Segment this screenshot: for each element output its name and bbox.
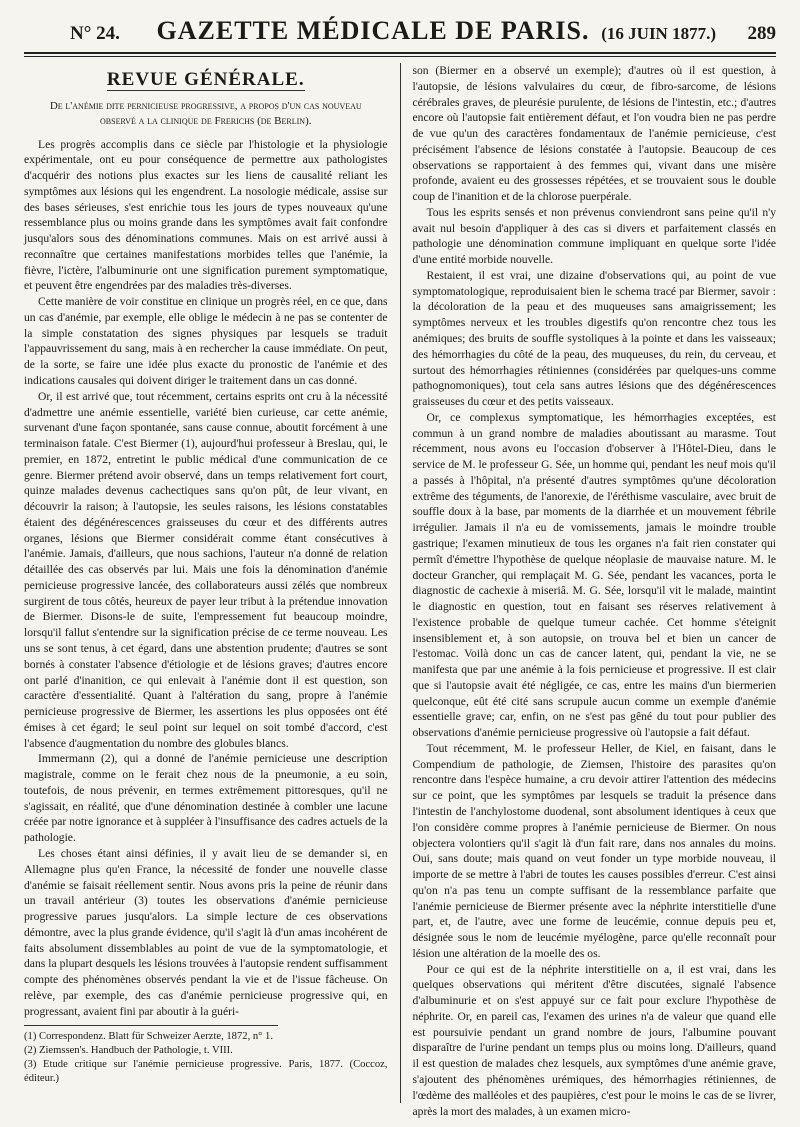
paragraph: son (Biermer en a observé un exemple); d'autres où il est question, à l'autopsie, de lésions valvulaires du cœur, de fibro-sarcome, de lésions cérébrales graves, de pleurésie purulente, de lésions de l'intestin, etc.; d'autres encore où l'autopsie fait entièrement défaut, et l'on voudra bien ne pas perdre de vue qu'un des caractères fondamentaux de l'anémie pernicieuse, c'est précisément l'absence de lésions constatée à l'autopsie. Beaucoup de ces observations se rapportaient à des femmes qui, vivant dans une misère profonde, avaient eu des grossesses répétées, et se trouvaient sous le double coup de l'inanition et de la chlorose puerpérale. (412, 64, 777, 204)
article-columns (24, 63, 777, 1118)
column-divider (400, 63, 401, 1103)
header-rule-thin (24, 56, 776, 57)
paragraph: Tout récemment, M. le professeur Heller, de Kiel, en faisant, dans le Compendium de pathologie, de Ziemsen, l'histoire des parasites qu'on rencontre dans l'espèce humaine, a cru devoir attirer l'attention des médecins sur ce point, que les symptômes par lesquels se traduit la présence dans l'intestin de l'anchylostome duodenal, sont absolument identiques à ceux que l'on considère comme propres à l'anémie pernicieuse de Biermer. On nous objectera volontiers qu'il s'agit là d'un fait rare, dans nos annales du moins. Oui, sans doute; mais quand on veut fonder un type morbide nouveau, il importe de se mettre à l'abri de toutes les causes possibles d'erreur. C'est ainsi qu'on n'a pas tenu un compte suffisant de la ressemblance parfaite que l'anémie pernicieuse de Biermer présente avec la néphrite interstitielle d'une part, et, de l'autre, avec une forme de leucémie, connue depuis peu et, désignée sous le nom de leucémie myélogène, parce qu'elle reconnaît pour lésion une altération de la moelle des os. (412, 741, 777, 960)
paragraph: Pour ce qui est de la néphrite interstitielle on a, il est vrai, dans les quelques observations qui méritent d'être discutées, signalé l'absence d'albuminurie et on s'est appuyé sur ce fait pour exclure l'hypothèse de néphrite. Or, en pareil cas, l'examen des urines n'a de valeur que quand elle est poursuivie pendant un grand nombre de jours, l'albumine pouvant disparaître de l'urine pendant un temps plus ou moins long. D'ailleurs, quand il est question de malades chez lesquels, aux symptômes d'une anémie grave, s'ajoutent des phénomènes urémiques, des hémorrhagies rétiniennes, de l'œdème des malléoles et des paupières, c'est pour le moins le cas de se livrer, après la mort des malades, à un examen micro- (412, 962, 777, 1118)
paragraph: Tous les esprits sensés et non prévenus conviendront sans peine qu'il n'y avait nul besoin d'appliquer à des cas si divers et parfaitement classés en pathologie une dénomination commune impliquant en quelque sorte l'idée d'une entité morbide nouvelle. (412, 205, 777, 267)
paragraph: Immermann (2), qui a donné de l'anémie pernicieuse une description magistrale, comme on le ferait chez nous de la pneumonie, a eu soin, toutefois, de nous prévenir, en termes extrêmement pittoresques, qu'il ne s'agissait, en réalité, que d'une dénomination destinée à combler une lacune créée par notre ignorance et à suppléer à l'insuffisance des cadres actuels de la pathologie. (24, 752, 388, 845)
footnote: (2) Ziemssen's. Handbuch der Pathologie, t. VIII. (24, 1045, 233, 1057)
paragraph: Restaient, il est vrai, une dizaine d'observations qui, au point de vue symptomatologique, reproduisaient bien le schema tracé par Biermer, savoir : la décoloration de la peau et des muqueuses sans amaigrissement; les symptômes nerveux et les troubles digestifs qu'on rencontre chez tous les anémiques; des bruits de souffle systoliques à la pointe et dans les vaisseaux; des hémorrhagies du côté de la peau, des muqueuses, du rein, du cerveau, et surtout des hémorrhagies rétiniennes (considérées par quelques-uns comme pathognomoniques), tout cela sans autres lésions que des dégénérescences graisseuses du cœur et des petits vaisseaux. (412, 268, 777, 409)
section-title: REVUE GÉNÉRALE. (106, 69, 305, 90)
page-header (24, 16, 776, 52)
paragraph: Les progrès accomplis dans ce siècle par l'histologie et la physiologie expérimentale, ont eu pour conséquence de permettre aux pathologistes d'acquérir des notions plus exactes sur les liens de causalité reliant les symptômes aux lésions qui les engendrent. La nosologie médicale, assise sur des bases sérieuses, s'est enrichie tous les jours de types nouveaux qu'une ressemblance plus ou moins grande dans les symptômes avait fait confondre jusqu'alors sous des dénominations communes. Mais on est arrivé aussi à reconnaître que certaines manifestations morbides telles que l'anémie, la fièvre, l'ictère, l'albuminurie ont une signification purement symptomatique, et peuvent être engendrées par des maladies très-diverses. (24, 137, 388, 293)
paragraph: Or, ce complexus symptomatique, les hémorrhagies exceptées, est commun à un grand nombre de maladies aboutissant au marasme. Tout récemment, nous avons eu l'occasion d'observer à l'Hôtel-Dieu, dans le service de M. le professeur G. Sée, un homme qui, pendant les neuf mois qu'il a passés à l'hôpital, n'a présenté d'autres symptômes qu'une décoloration extrême des téguments, de l'anorexie, de l'éréthisme vasculaire, avec bruit de souffle doux à la base, par moments de la diarrhée et un mouvement fébrile irrégulier. Jamais il n'a eu de vomissements, jamais le moindre trouble gastrique; l'examen minutieux de tous les organes n'a fait rien constater qui permît d'émettre l'hypothèse de quelque néoplasie de mauvaise nature. M. le docteur Grancher, qui remplaçait M. G. Sée, pendant les vacances, porta le diagnostic de cachexie à miseriâ. M. G. Sée, lorsqu'il vit le malade, maintint le diagnostic en question, tout en faisant ses réserves relativement à l'existence probable de quelque tumeur cachée. Cet homme s'éteignit insensiblement et, à son autopsie, on trouva bel et bien un cancer de l'estomac. Voilà donc un cas de cancer latent, qui, pendant la vie, ne se manifesta que par une anémie à la fois pernicieuse et progressive. Il est clair que si l'autopsie avait été négligée, ce cas, entre les mains d'un biermerien quelconque, eût été cité sans scrupule aucun comme un exemple d'anémie essentielle grave; car, enfin, on ne s'est pas gêné du tout pour publier des observations d'anémie pernicieuse progressive où l'autopsie a fait défaut. (412, 410, 777, 740)
footnote-rule (24, 1025, 278, 1026)
page-number: 289 (747, 23, 776, 44)
right-column (412, 63, 777, 1118)
paragraph: Or, il est arrivé que, tout récemment, certains esprits ont cru à la nécessité d'admettre une anémie essentielle, variété bien curieuse, car cette anémie, survenant d'une façon spontanée, sans cause connue, aboutit forcément à une terminaison fatale. C'est Biermer (1), aujourd'hui professeur à Breslau, qui, le premier, en 1872, entretint le public médical d'une communication de ce genre. Biermer prétend avoir observé, dans un temps relativement fort court, quinze malades devenus cachectiques sans qu'on pût, de leur vivant, en découvrir la raison; à l'autopsie, les seules raisons, les lésions constatables étaient des dégénérescences graisseuses du cœur et des différents autres organes, lésions que Biermer considérait comme étant consécutives à l'anémie. Jamais, d'ailleurs, que nous sachions, l'auteur n'a donné de relation détaillée des cas observés par lui. Mais une fois la dénomination d'anémie pernicieuse progressive lancée, des collaborateurs aussi zélés que nombreux surgirent de tous côtés, heureux de payer leur tribut à la prétendue innovation de Biermer. Disons-le de suite, l'empressement fut beaucoup moindre, lorsqu'il fallut s'entendre sur la signification précise de ce terme nouveau. Les uns se sont tenus, à cet égard, dans une abstention prudente; d'autres se sont bornés à constater l'absence d'étiologie et de lésions graves; d'autres encore ont parlé d'inanition, ce qui enlevait à l'anémie dont il est question, son caractère d'essentialité. Quant à l'altération du sang, propre à l'anémie pernicieuse progressive de Biermer, les assertions les plus opposées ont été émises à cet égard; le seul point sur lequel on soit tombé d'accord, c'est l'absence d'augmentation du nombre des globules blancs. (24, 389, 388, 750)
issue-date: (16 JUIN 1877.) (601, 24, 716, 43)
journal-title: GAZETTE MÉDICALE DE PARIS. (156, 16, 590, 45)
header-rule (24, 52, 776, 54)
article-subtitle: De l'anémie dite pernicieuse progressive, a propos d'un cas nouveau observé a la clinique de Frerichs (de Berlin). (49, 99, 362, 127)
left-column (24, 63, 388, 1103)
paragraph: Cette manière de voir constitue en clinique un progrès réel, en ce que, dans un cas d'anémie, par exemple, elle oblige le médecin à ne pas se contenter de la simple constatation des signes physiques par lesquels se traduit l'appauvrissement du sang, mais à en rechercher la cause immédiate. On peut, de la sorte, se faire une idée plus exacte du pronostic de l'anémie et des indications causales qui doivent diriger le traitement dans un cas donné. (24, 295, 388, 387)
footnote: (1) Correspondenz. Blatt für Schweizer Aerzte, 1872, n° 1. (24, 1031, 273, 1043)
issue-number: N° 24. (70, 23, 120, 44)
paragraph: Les choses étant ainsi définies, il y avait lieu de se demander si, en Allemagne plus qu'en France, la nécessité de fonder une nouvelle classe d'anémie se faisait réellement sentir. Nous avons pris la peine de réunir dans un travail antérieur (3) toutes les observations d'anémie pernicieuse progressive parues jusqu'alors. La simple lecture de ces observations démontre, avec la plus grande évidence, qu'il s'agit là d'un amas incohérent de faits absolument dissemblables au point de vue de la symptomatologie, et dans la plupart desquels les lésions trouvées à l'autopsie rendent suffisamment compte des phénomènes observés pendant la vie et de l'issue fâcheuse. On relève, par exemple, des cas d'anémie pernicieuse progressive qui, en progressant, avaient fini par aboutir à la guéri- (24, 846, 388, 1018)
footnote: (3) Etude critique sur l'anémie pernicieuse progressive. Paris, 1877. (Coccoz, éditeur.) (24, 1058, 388, 1084)
